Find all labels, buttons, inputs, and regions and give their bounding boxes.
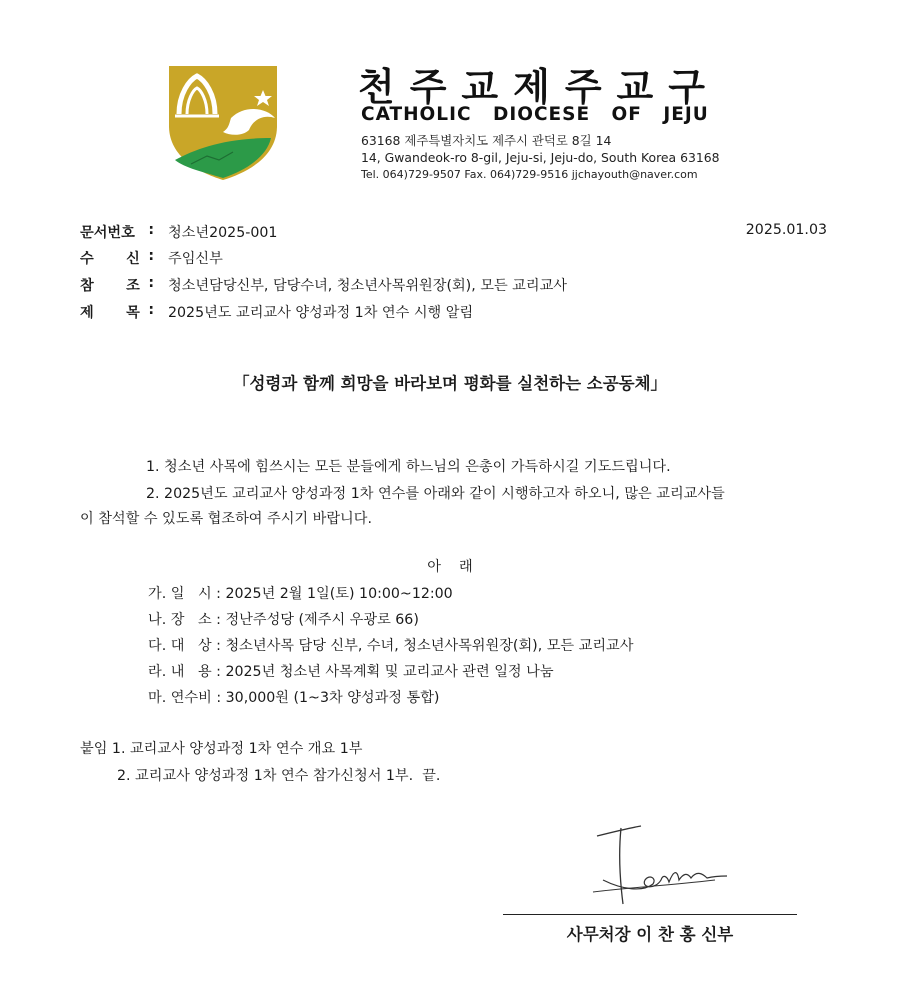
diocese-motto: 「성령과 함께 희망을 바라보며 평화를 실천하는 소공동체」 [232, 374, 668, 393]
recipient-label: 수 신 : [80, 248, 154, 267]
contact-info: Tel. 064)729-9507 Fax. 064)729-9516 jjchayouth@naver.com [361, 168, 698, 181]
doc-number-row [80, 222, 277, 242]
detail-item-date: 가. 일 시 : 2025년 2월 1일(토) 10:00~12:00 [148, 586, 453, 602]
subject-value: 2025년도 교리교사 양성과정 1차 연수 시행 알림 [168, 305, 474, 321]
detail-item-fee: 마. 연수비 : 30,000원 (1~3차 양성과정 통합) [148, 690, 440, 706]
paragraph-2-line-2: 이 참석할 수 있도록 협조하여 주시기 바랍니다. [80, 511, 372, 527]
document-date: 2025.01.03 [745, 222, 827, 238]
detail-item-content: 라. 내 용 : 2025년 청소년 사목계획 및 교리교사 관련 일정 나눔 [148, 664, 554, 680]
attachment-1: 붙임 1. 교리교사 양성과정 1차 연수 개요 1부 [80, 741, 363, 757]
recipient-row [80, 248, 223, 268]
paragraph-1: 1. 청소년 사목에 힘쓰시는 모든 분들에게 하느님의 은총이 가득하시길 기도드립니다. [146, 459, 671, 475]
org-name-korean: 천주교제주교구 [358, 65, 720, 109]
doc-number-label: 문서번호 : [80, 222, 154, 241]
subject-label: 제 목 : [80, 302, 154, 321]
signer-name: 사무처장 이 찬 홍 신부 [566, 925, 734, 944]
details-heading: 아래 [427, 559, 491, 575]
doc-number-value: 청소년2025-001 [168, 225, 278, 241]
subject-row [80, 302, 473, 322]
signature-line [503, 914, 797, 915]
address-korean: 63168 제주특별자치도 제주시 관덕로 8길 14 [361, 133, 612, 148]
recipient-value: 주임신부 [168, 251, 223, 267]
detail-item-place: 나. 장 소 : 정난주성당 (제주시 우광로 66) [148, 612, 419, 628]
org-name-english: CATHOLIC DIOCESE OF JEJU [361, 104, 709, 125]
detail-item-target: 다. 대 상 : 청소년사목 담당 신부, 수녀, 청소년사목위원장(회), 모든 교리교사 [148, 638, 634, 654]
diocese-logo [167, 64, 279, 180]
attachment-2: 2. 교리교사 양성과정 1차 연수 참가신청서 1부. 끝. [117, 768, 441, 784]
reference-label: 참 조 : [80, 275, 154, 294]
paragraph-2-line-1: 2. 2025년도 교리교사 양성과정 1차 연수를 아래와 같이 시행하고자 하오니, 많은 교리교사들 [146, 486, 725, 502]
address-english: 14, Gwandeok-ro 8-gil, Jeju-si, Jeju-do, South Korea 63168 [361, 150, 720, 165]
reference-value: 청소년담당신부, 담당수녀, 청소년사목위원장(회), 모든 교리교사 [168, 278, 567, 294]
reference-row [80, 275, 567, 295]
handwritten-signature [583, 818, 733, 908]
